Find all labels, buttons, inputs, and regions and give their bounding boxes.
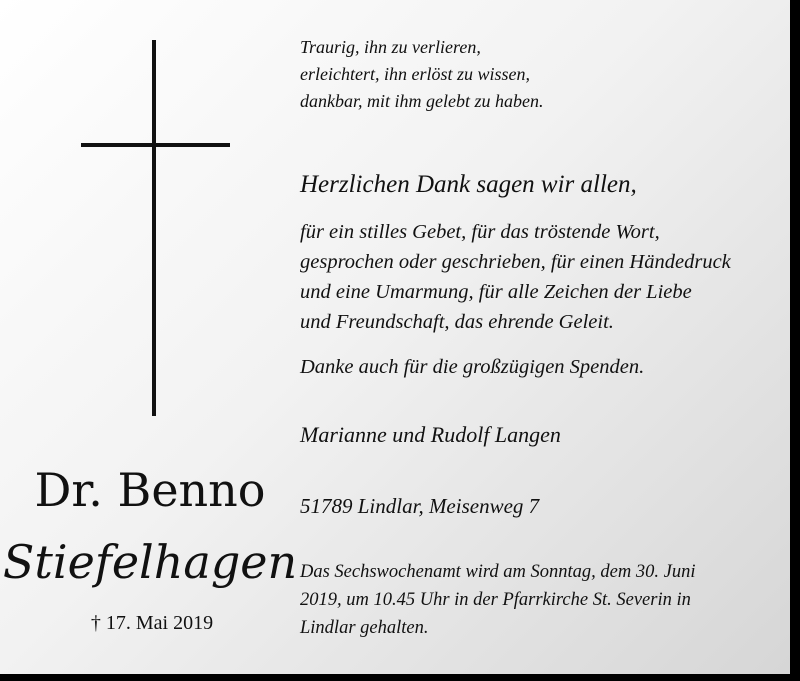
- thanks-line: und eine Umarmung, für alle Zeichen der Liebe: [300, 281, 692, 303]
- quote-line: Traurig, ihn zu verlieren,: [300, 37, 481, 57]
- notice-line: 2019, um 10.45 Uhr in der Pfarrkirche St. Severin in: [300, 590, 691, 610]
- donations-thanks: Danke auch für die großzügigen Spenden.: [300, 356, 645, 378]
- deceased-name-first: Dr. Benno: [34, 463, 266, 517]
- family-address: 51789 Lindlar, Meisenweg 7: [300, 494, 540, 518]
- thanks-line: und Freundschaft, das ehrende Geleit.: [300, 311, 614, 333]
- family-signature: Marianne und Rudolf Langen: [300, 422, 561, 447]
- thanks-body: [300, 217, 731, 337]
- quote-block: [300, 34, 543, 115]
- cross-vertical-bar: [152, 40, 156, 416]
- thanks-heading: Herzlichen Dank sagen wir allen,: [300, 171, 637, 198]
- notice-line: Das Sechswochenamt wird am Sonntag, dem 30. Juni: [300, 562, 696, 582]
- deceased-name-last: Stiefelhagen: [2, 535, 298, 589]
- death-date: † 17. Mai 2019: [90, 612, 214, 634]
- thanks-line: für ein stilles Gebet, für das tröstende Wort,: [300, 221, 660, 243]
- mass-notice: [300, 558, 695, 642]
- quote-line: dankbar, mit ihm gelebt zu haben.: [300, 91, 544, 111]
- thanks-line: gesprochen oder geschrieben, für einen Händedruck: [300, 251, 731, 273]
- cross-horizontal-bar: [81, 143, 230, 147]
- notice-line: Lindlar gehalten.: [300, 618, 429, 638]
- quote-line: erleichtert, ihn erlöst zu wissen,: [300, 64, 530, 84]
